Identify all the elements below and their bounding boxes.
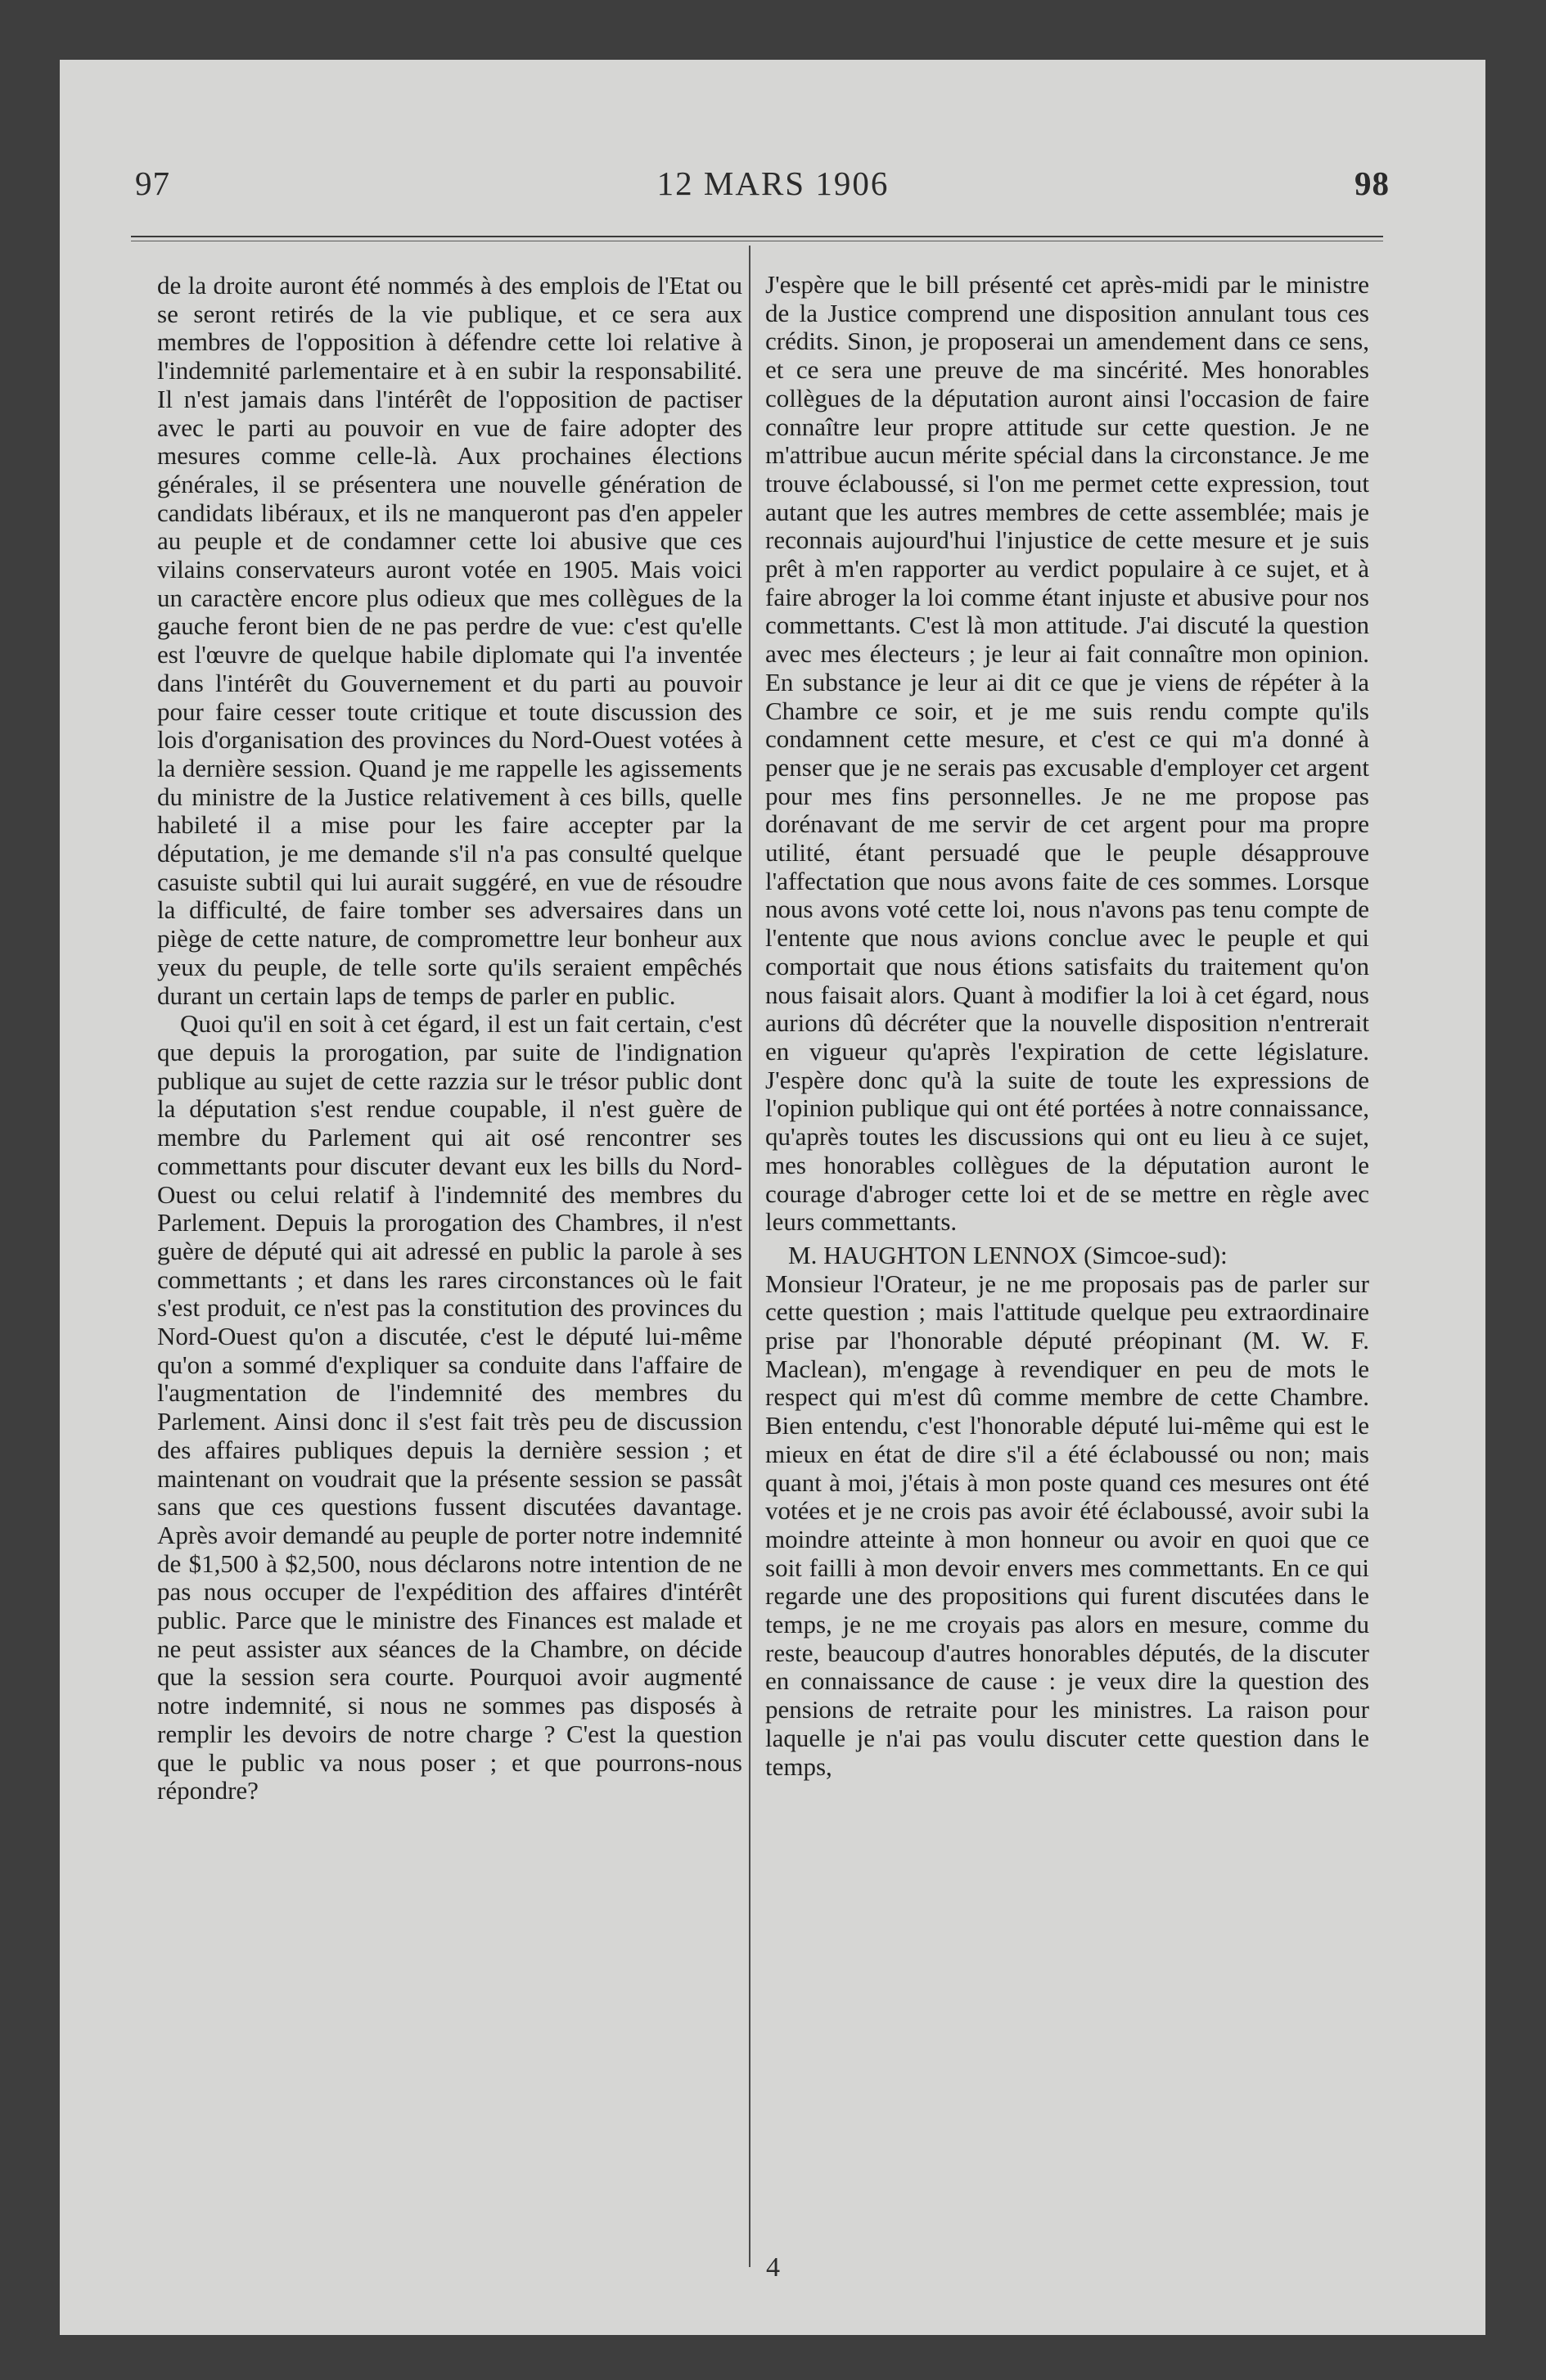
left-paragraph-1: de la droite auront été nommés à des emplois de l'Etat ou se seront retirés de la vie publique, et ce sera aux membres de l'opposition à défendre cette loi relative à l'indemnité parlementaire et à en subir la responsabilité. Il n'est jamais dans l'intérêt de l'opposition de pactiser avec le parti au pouvoir en vue de faire adopter des mesures comme celle-là. Aux prochaines élections générales, il se présentera une nouvelle génération de candidats libéraux, et ils ne manqueront pas d'en appeler au peuple et de condamner cette loi abusive que ces vilains conservateurs auront votée en 1905. Mais voici un caractère encore plus odieux que mes collègues de la gauche feront bien de ne pas perdre de vue: c'est qu'elle est l'œuvre de quelque habile diplomate qui l'a inventée dans l'intérêt du Gouvernement et du parti au pouvoir pour faire cesser toute critique et toute discussion des lois d'organisation des provinces du Nord-Ouest votées à la dernière session. Quand je me rappelle les agissements du ministre de la Justice relativement à ces bills, quelle habileté il a mise pour les faire accepter par la députation, je me demande s'il n'a pas consulté quelque casuiste subtil qui lui aurait suggéré, en vue de résoudre la difficulté, de faire tomber ses adversaires dans un piège de cette nature, de compromettre leur bonheur aux yeux du peuple, de telle sorte qu'ils seraient empêchés durant un certain laps de temps de parler en public. (157, 271, 742, 1010)
speaker-name: M. HAUGHTON LENNOX (Simcoe-sud): (788, 1240, 1228, 1269)
left-column (157, 272, 742, 1805)
right-column (765, 271, 1369, 1781)
right-paragraph-1: J'espère que le bill présenté cet après-midi par le ministre de la Justice comprend une disposition annulant tous ces crédits. Sinon, je proposerai un amendement dans ce sens, et ce sera une preuve de ma sincérité. Mes honorables collègues de la députation auront ainsi l'occasion de faire connaître leur propre attitude sur cette question. Je ne m'attribue aucun mérite spécial dans la circonstance. Je me trouve éclaboussé, si l'on me permet cette expression, tout autant que les autres membres de cette assemblée; mais je reconnais aujourd'hui l'injustice de cette mesure et je suis prêt à m'en rapporter au verdict populaire à ce sujet, et à faire abroger la loi comme étant injuste et abusive pour nos commettants. C'est là mon attitude. J'ai discuté la question avec mes électeurs ; je leur ai fait connaître mon opinion. En substance je leur ai dit ce que je viens de répéter à la Chambre ce soir, et je me suis rendu compte qu'ils condamnent cette mesure, et c'est ce qui m'a donné à penser que je ne serais pas excusable d'employer cet argent pour mes fins personnelles. Je ne me propose pas dorénavant de me servir de cet argent pour ma propre utilité, étant persuadé que le peuple désapprouve l'affectation que nous avons faite de ces sommes. Lorsque nous avons voté cette loi, nous n'avons pas tenu compte de l'entente que nous avions conclue avec le peuple et qui comportait que nous étions satisfaits du traitement qu'on nous faisait alors. Quant à modifier la loi à cet égard, nous aurions dû décréter que la nouvelle disposition n'entrerait en vigueur qu'après l'expiration de cette législature. J'espère donc qu'à la suite de toute les expressions de l'opinion publique qui ont été portées à notre connaissance, qu'après toutes les discussions qui ont eu lieu à ce sujet, mes honorables collègues de la députation auront le courage d'abroger cette loi et de se mettre en règle avec leurs commettants. (765, 270, 1369, 1237)
column-divider (749, 246, 750, 2267)
signature-mark: 4 (766, 2252, 780, 2283)
left-page-number: 97 (135, 165, 170, 202)
right-paragraph-2: Monsieur l'Orateur, je ne me proposais pas de parler sur cette question ; mais l'attitude quelque peu extraordinaire prise par l'honorable député préopinant (M. W. F. Maclean), m'engage à revendiquer en peu de mots le respect qui m'est dû comme membre de cette Chambre. Bien entendu, c'est l'honorable député lui-même qui est le mieux en état de dire s'il a été éclaboussé ou non; mais quant à moi, j'étais à mon poste quand ces mesures ont été votées et je ne crois pas avoir été éclaboussé, avoir subi la moindre atteinte à mon honneur ou avoir en quoi que ce soit failli à mon devoir envers mes commettants. En ce qui regarde une des propositions qui furent discutées dans le temps, je ne me croyais pas alors en mesure, comme du reste, beaucoup d'autres honorables députés, de la discuter en connaissance de cause : je veux dire la question des pensions de retraite pour les ministres. La raison pour laquelle je n'ai pas voulu discuter cette question dans le temps, (765, 1269, 1369, 1781)
header-rule (131, 236, 1383, 237)
left-paragraph-2: Quoi qu'il en soit à cet égard, il est un fait certain, c'est que depuis la prorogation, par suite de l'indignation publique au sujet de cette razzia sur le trésor public dont la députation s'est rendue coupable, il n'est guère de membre du Parlement qui ait osé rencontrer ses commettants pour discuter devant eux les bills du Nord-Ouest ou celui relatif à l'indemnité des membres du Parlement. Depuis la prorogation des Chambres, il n'est guère de député qui ait adressé en public la parole à ses commettants ; et dans les rares circonstances où le fait s'est produit, ce n'est pas la constitution des provinces du Nord-Ouest qu'on a discutée, c'est le député lui-même qu'on a sommé d'expliquer sa conduite dans l'affaire de l'augmentation de l'indemnité des membres du Parlement. Ainsi donc il s'est fait très peu de discussion des affaires publiques depuis la dernière session ; et maintenant on voudrait que la présente session se passât sans que ces questions fussent discutées davantage. Après avoir demandé au peuple de porter notre indemnité de $1,500 à $2,500, nous déclarons notre intention de ne pas nous occuper de l'expédition des affaires d'intérêt public. Parce que le ministre des Finances est malade et ne peut assister aux séances de la Chambre, on décide que la session sera courte. Pourquoi avoir augmenté notre indemnité, si nous ne sommes pas disposés à remplir les devoirs de notre charge ? C'est la question que le public va nous poser ; et que pourrons-nous répondre? (157, 1009, 742, 1805)
running-head-date: 12 MARS 1906 (656, 165, 890, 202)
right-page-number: 98 (1354, 165, 1390, 202)
